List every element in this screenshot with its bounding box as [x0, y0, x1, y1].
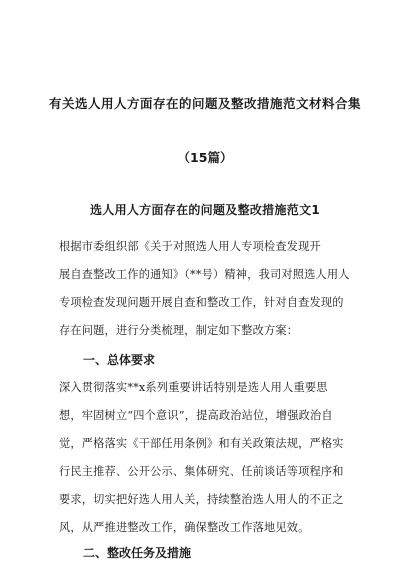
document-title: 有关选人用人方面存在的问题及整改措施范文材料合集 — [48, 96, 361, 111]
paragraph-line: 专项检查发现问题开展自查和整改工作，针对自查发现的 — [59, 296, 344, 309]
section-heading: 二、整改任务及措施 — [83, 546, 192, 560]
section-heading: 一、总体要求 — [83, 353, 156, 367]
paragraph-line: 想，牢固树立“四个意识”，提高政治站位，增强政治自 — [59, 409, 333, 422]
document-count: （15篇） — [177, 150, 233, 165]
paragraph-line: 展自查整改工作的通知》（**号）精神，我司对照选人用人 — [59, 268, 350, 281]
paragraph-line: 风，从严推进整改工作，确保整改工作落地见效。 — [59, 521, 310, 534]
paragraph-line: 觉，严格落实《干部任用条例》和有关政策法规，严格实 — [59, 437, 344, 450]
paragraph-line: 深入贯彻落实**x系列重要讲话特别是选人用人重要思 — [59, 381, 328, 394]
paragraph-line: 行民主推荐、公开公示、集体研究、任前谈话等项程序和 — [59, 465, 344, 478]
section-subtitle: 选人用人方面存在的问题及整改措施范文1 — [89, 203, 321, 217]
paragraph-line: 根据市委组织部《关于对照选人用人专项检查发现开 — [59, 240, 321, 253]
paragraph-line: 存在问题，进行分类梳理，制定如下整改方案： — [59, 324, 299, 337]
paragraph-line: 要求，切实把好选人用人关，持续整治选人用人的不正之 — [59, 493, 344, 506]
